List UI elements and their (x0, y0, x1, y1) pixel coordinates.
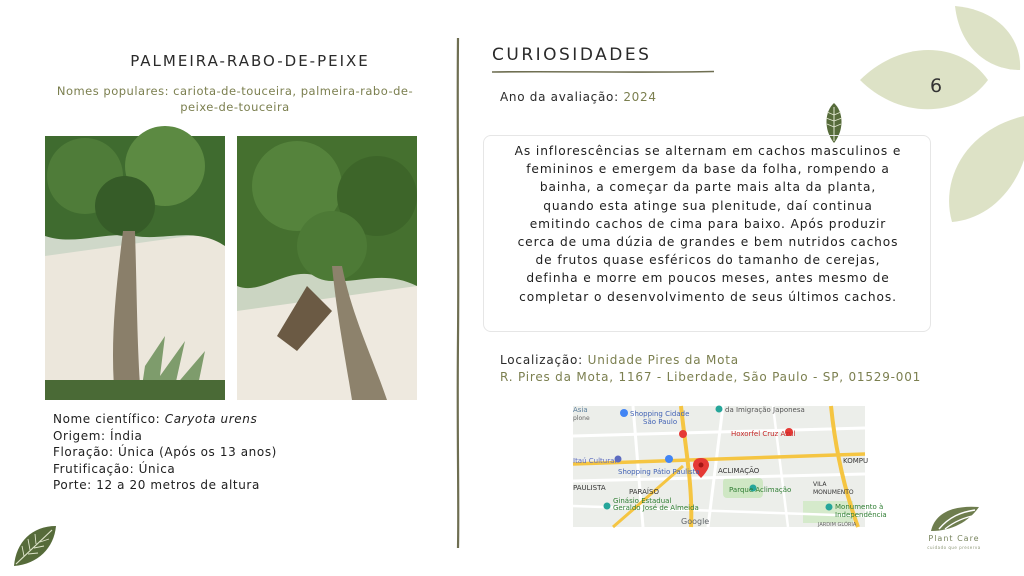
map-label: Independência (835, 511, 887, 519)
map-label: plone (573, 415, 590, 422)
map-label: Parque Aclimação (729, 486, 792, 494)
popular-names: Nomes populares: cariota-de-touceira, palmeira-rabo-de-peixe-de-touceira (56, 84, 414, 114)
fact-scientific-name (53, 411, 277, 428)
location-value[interactable]: Unidade Pires da Mota (587, 353, 739, 367)
map-label: Shopping Pátio Paulista (618, 468, 700, 476)
plant-facts (53, 411, 277, 494)
vertical-divider (455, 38, 461, 548)
map-label: PAULISTA (573, 484, 606, 492)
map-label: Shopping Cidade (630, 410, 690, 418)
fact-fruiting: Frutificação: Única (53, 461, 176, 476)
map-label: São Paulo (643, 418, 678, 426)
address: R. Pires da Mota, 1167 - Liberdade, São Paulo - SP, 01529-001 (500, 370, 922, 384)
evaluation-year (500, 90, 657, 104)
map-label: MONUMENTO (813, 489, 854, 496)
map-label: Ginásio Estadual (613, 497, 672, 505)
location-label: Localização: (500, 353, 584, 367)
plant-photo-1 (45, 136, 225, 400)
fact-origin: Origem: Índia (53, 428, 143, 443)
location-block (500, 352, 921, 386)
map-label: KOMPU (843, 457, 869, 465)
map-label: JARDIM GLÓRIA (818, 522, 857, 528)
year-label: Ano da avaliação: (500, 90, 619, 104)
fact-label: Nome científico: (53, 412, 165, 426)
fact-value: Caryota urens (164, 412, 258, 426)
map-label: Itaú Cultural (573, 457, 617, 465)
map-label: Asia (573, 406, 588, 414)
map-label: Geraldo José de Almeida (613, 504, 699, 512)
map-label: ACLIMAÇÃO (718, 467, 760, 475)
map-label: PARAÍSO (629, 488, 659, 496)
logo-tagline: cuidado que preserva (927, 545, 981, 550)
slide-number-badge (917, 75, 955, 105)
curiosity-text: As inflorescências se alternam em cachos masculinos e femininos e emergem da base da folha, rompendo a bainha, a começar da parte mais alta da planta, quando esta atinge sua plenitude, daí continua emitindo cachos de cima para baixo. Após produzir cerca de uma dúzia de grandes e bem nutridos cachos de frutos quase esféricos do tamanho de cerejas, definha e morre em poucos meses, antes mesmo de completar o desenvolvimento de seus últimos cachos. (514, 144, 902, 304)
plant-photo-2 (237, 136, 417, 400)
map-label: Google (681, 517, 710, 526)
plant-title: PALMEIRA-RABO-DE-PEIXE (130, 52, 370, 70)
slide-number: 6 (929, 75, 943, 97)
title-underline (492, 70, 714, 74)
map-label: Monumento à (835, 503, 884, 511)
leaf-icon (10, 522, 60, 570)
curiosity-card (483, 135, 931, 332)
section-title: CURIOSIDADES (492, 45, 652, 65)
map-label: Hoxorfel Cruz Azul (731, 430, 796, 438)
plant-care-logo-icon (929, 503, 981, 533)
logo-name: Plant Care (928, 534, 980, 543)
location-line (500, 352, 921, 369)
location-map[interactable] (573, 406, 887, 528)
fact-flowering: Floração: Única (Após os 13 anos) (53, 445, 277, 459)
year-value: 2024 (623, 90, 657, 104)
leaf-shape (949, 116, 1024, 222)
map-label: VILA (813, 481, 827, 488)
map-label: da Imigração Japonesa (725, 406, 805, 414)
fact-size: Porte: 12 a 20 metros de altura (53, 478, 260, 492)
